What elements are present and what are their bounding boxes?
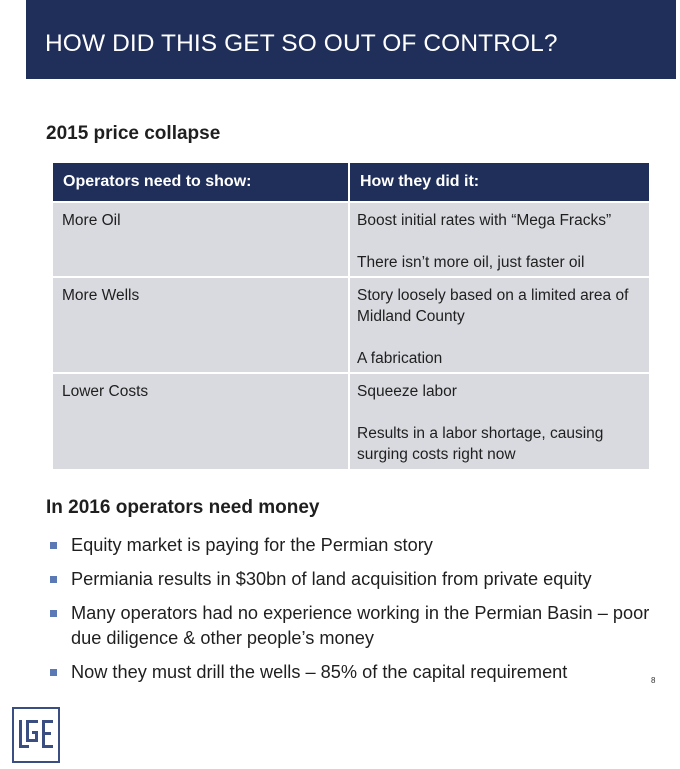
title-bar	[26, 0, 676, 79]
operators-table	[53, 163, 649, 469]
cell-paragraph: Story loosely based on a limited area of Midland County	[357, 287, 629, 325]
table-cell-need: More Oil	[53, 202, 349, 277]
column-header-how: How they did it:	[349, 163, 649, 202]
column-header-need: Operators need to show:	[53, 163, 349, 202]
slide-title: HOW DID THIS GET SO OUT OF CONTROL?	[45, 30, 558, 57]
table-cell-need: Lower Costs	[53, 373, 349, 469]
lge-logo-icon	[14, 709, 58, 761]
square-bullet-icon	[50, 669, 57, 676]
company-logo	[12, 707, 60, 763]
bullet-text: Permiania results in $30bn of land acquisition from private equity	[71, 569, 592, 589]
section-heading-2016: In 2016 operators need money	[46, 497, 320, 518]
page-number: 8	[651, 676, 656, 685]
bullet-text: Many operators had no experience working in the Permian Basin – poor due diligence & other people’s money	[71, 603, 650, 648]
bullet-text: Equity market is paying for the Permian story	[71, 535, 433, 555]
table-cell-how	[349, 202, 649, 277]
table-cell-how	[349, 373, 649, 469]
list-item	[50, 660, 650, 685]
bullet-list	[50, 533, 650, 694]
cell-paragraph: Squeeze labor	[357, 383, 457, 400]
table-cell-need: More Wells	[53, 277, 349, 373]
bullet-text: Now they must drill the wells – 85% of the capital requirement	[71, 662, 568, 682]
square-bullet-icon	[50, 610, 57, 617]
table-header-row	[53, 163, 649, 202]
cell-paragraph: Boost initial rates with “Mega Fracks”	[357, 212, 612, 229]
table-row	[53, 373, 649, 469]
list-item	[50, 533, 650, 558]
table-cell-how	[349, 277, 649, 373]
section-heading-price-collapse: 2015 price collapse	[46, 123, 221, 144]
cell-paragraph: There isn’t more oil, just faster oil	[357, 254, 585, 271]
list-item	[50, 567, 650, 592]
square-bullet-icon	[50, 576, 57, 583]
table-row	[53, 277, 649, 373]
square-bullet-icon	[50, 542, 57, 549]
list-item	[50, 601, 650, 651]
table-row	[53, 202, 649, 277]
cell-paragraph: Results in a labor shortage, causing surging costs right now	[357, 425, 604, 463]
cell-paragraph: A fabrication	[357, 350, 443, 367]
